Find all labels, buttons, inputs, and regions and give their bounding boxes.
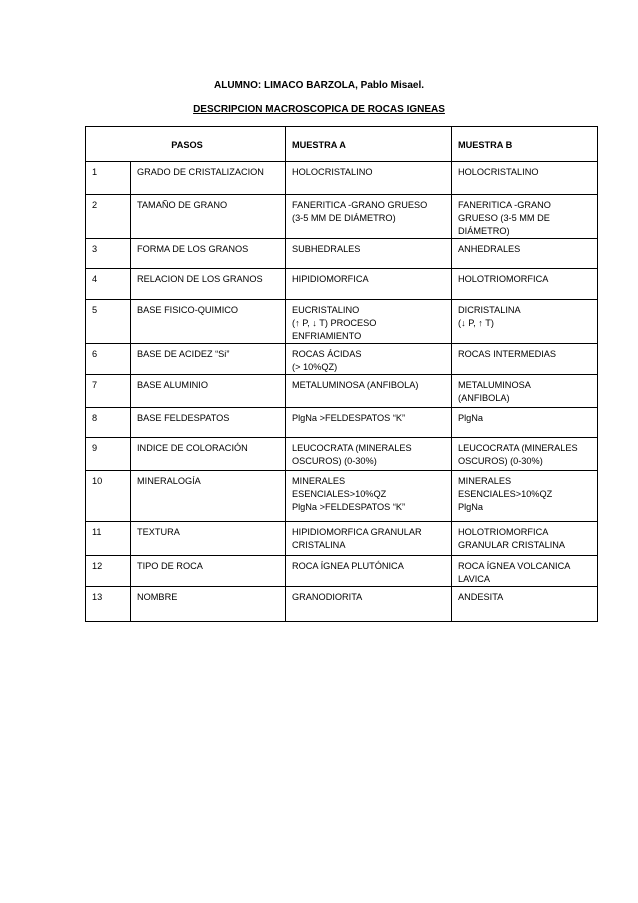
row-muestra-b: [452, 471, 598, 522]
table-row: [86, 162, 598, 195]
row-muestra-b: [452, 300, 598, 344]
row-step: BASE DE ACIDEZ “Si”: [131, 344, 286, 375]
row-muestra-b: [452, 269, 598, 300]
cell-line: PlgNa >FELDESPATOS “K”: [292, 413, 406, 423]
row-step: FORMA DE LOS GRANOS: [131, 239, 286, 269]
cell-line: HOLOTRIOMORFICA: [458, 527, 549, 537]
cell-line: HIPIDIOMORFICA GRANULAR: [292, 527, 422, 537]
row-muestra-a: [286, 522, 452, 556]
row-muestra-b: [452, 587, 598, 622]
table-row: [86, 195, 598, 239]
table-row: [86, 522, 598, 556]
row-number: 1: [86, 162, 131, 195]
cell-line: MINERALES: [292, 476, 346, 486]
row-muestra-b: [452, 556, 598, 587]
row-number: 8: [86, 408, 131, 438]
cell-line: LEUCOCRATA (MINERALES: [292, 443, 412, 453]
cell-line: GRUESO (3-5 MM DE: [458, 213, 550, 223]
cell-line: LEUCOCRATA (MINERALES: [458, 443, 578, 453]
cell-line: PlgNa: [458, 413, 484, 423]
row-step: BASE FELDESPATOS: [131, 408, 286, 438]
row-number: 9: [86, 438, 131, 471]
cell-line: PlgNa: [458, 502, 484, 512]
header-pasos: PASOS: [86, 127, 286, 162]
cell-line: ROCAS ÁCIDAS: [292, 349, 362, 359]
table-row: [86, 408, 598, 438]
row-number: 2: [86, 195, 131, 239]
table-row: [86, 556, 598, 587]
row-number: 3: [86, 239, 131, 269]
cell-line: FANERITICA -GRANO: [458, 200, 551, 210]
cell-line: HOLOTRIOMORFICA: [458, 274, 549, 284]
row-step: RELACION DE LOS GRANOS: [131, 269, 286, 300]
table-row: [86, 300, 598, 344]
row-muestra-a: [286, 375, 452, 408]
cell-line: (ANFIBOLA): [458, 393, 510, 403]
row-muestra-b: [452, 438, 598, 471]
cell-line: ESENCIALES>10%QZ: [292, 489, 387, 499]
cell-line: LAVICA: [458, 574, 491, 584]
cell-line: OSCUROS) (0-30%): [292, 456, 377, 466]
row-muestra-a: [286, 471, 452, 522]
cell-line: GRANODIORITA: [292, 592, 363, 602]
header-muestra-b: MUESTRA B: [452, 127, 598, 162]
row-muestra-a: [286, 408, 452, 438]
cell-line: EUCRISTALINO: [292, 305, 360, 315]
row-muestra-b: [452, 522, 598, 556]
row-number: 4: [86, 269, 131, 300]
cell-line: ROCA ÍGNEA PLUTÓNICA: [292, 561, 404, 571]
row-muestra-a: [286, 438, 452, 471]
row-muestra-b: [452, 375, 598, 408]
row-muestra-b: [452, 162, 598, 195]
table-row: [86, 438, 598, 471]
cell-line: HIPIDIOMORFICA: [292, 274, 369, 284]
row-number: 6: [86, 344, 131, 375]
cell-line: ESENCIALES>10%QZ: [458, 489, 553, 499]
cell-line: (↑ P, ↓ T) PROCESO: [292, 318, 377, 328]
table-row: [86, 239, 598, 269]
row-step: BASE FISICO-QUIMICO: [131, 300, 286, 344]
cell-line: ENFRIAMIENTO: [292, 331, 362, 341]
cell-line: DICRISTALINA: [458, 305, 521, 315]
row-muestra-a: [286, 162, 452, 195]
row-number: 11: [86, 522, 131, 556]
row-muestra-a: [286, 556, 452, 587]
cell-line: METALUMINOSA: [458, 380, 531, 390]
row-muestra-a: [286, 239, 452, 269]
row-step: BASE ALUMINIO: [131, 375, 286, 408]
student-name: ALUMNO: LIMACO BARZOLA, Pablo Misael.: [214, 80, 424, 91]
cell-line: ROCAS INTERMEDIAS: [458, 349, 557, 359]
row-number: 5: [86, 300, 131, 344]
document-title-text: DESCRIPCION MACROSCOPICA DE ROCAS IGNEAS: [193, 104, 445, 115]
row-muestra-b: [452, 408, 598, 438]
row-muestra-b: [452, 239, 598, 269]
cell-line: ANHEDRALES: [458, 244, 521, 254]
row-muestra-a: [286, 587, 452, 622]
document-title: [0, 104, 638, 116]
row-step: TEXTURA: [131, 522, 286, 556]
cell-line: PlgNa >FELDESPATOS “K”: [292, 502, 406, 512]
cell-line: HOLOCRISTALINO: [458, 167, 539, 177]
cell-line: ANDESITA: [458, 592, 504, 602]
row-muestra-a: [286, 195, 452, 239]
cell-line: GRANULAR CRISTALINA: [458, 540, 566, 550]
table-row: [86, 344, 598, 375]
row-muestra-b: [452, 195, 598, 239]
row-muestra-a: [286, 269, 452, 300]
cell-line: DIÁMETRO): [458, 226, 510, 236]
cell-line: OSCUROS) (0-30%): [458, 456, 543, 466]
cell-line: FANERITICA -GRANO GRUESO: [292, 200, 428, 210]
cell-line: ROCA ÍGNEA VOLCANICA: [458, 561, 571, 571]
cell-line: MINERALES: [458, 476, 512, 486]
row-muestra-a: [286, 300, 452, 344]
table-row: [86, 375, 598, 408]
row-number: 7: [86, 375, 131, 408]
cell-line: SUBHEDRALES: [292, 244, 361, 254]
cell-line: METALUMINOSA (ANFIBOLA): [292, 380, 419, 390]
row-step: TAMAÑO DE GRANO: [131, 195, 286, 239]
cell-line: (↓ P, ↑ T): [458, 318, 494, 328]
row-number: 10: [86, 471, 131, 522]
table-header-row: [86, 127, 598, 162]
row-number: 13: [86, 587, 131, 622]
cell-line: CRISTALINA: [292, 540, 346, 550]
rock-description-table: [85, 126, 598, 622]
header-muestra-a: MUESTRA A: [286, 127, 452, 162]
row-step: GRADO DE CRISTALIZACION: [131, 162, 286, 195]
row-step: INDICE DE COLORACIÓN: [131, 438, 286, 471]
table-row: [86, 269, 598, 300]
row-step: MINERALOGÍA: [131, 471, 286, 522]
row-step: NOMBRE: [131, 587, 286, 622]
table-row: [86, 471, 598, 522]
row-muestra-a: [286, 344, 452, 375]
row-muestra-b: [452, 344, 598, 375]
row-step: TIPO DE ROCA: [131, 556, 286, 587]
cell-line: (> 10%QZ): [292, 362, 338, 372]
cell-line: (3-5 MM DE DIÁMETRO): [292, 213, 396, 223]
table-row: [86, 587, 598, 622]
cell-line: HOLOCRISTALINO: [292, 167, 373, 177]
row-number: 12: [86, 556, 131, 587]
